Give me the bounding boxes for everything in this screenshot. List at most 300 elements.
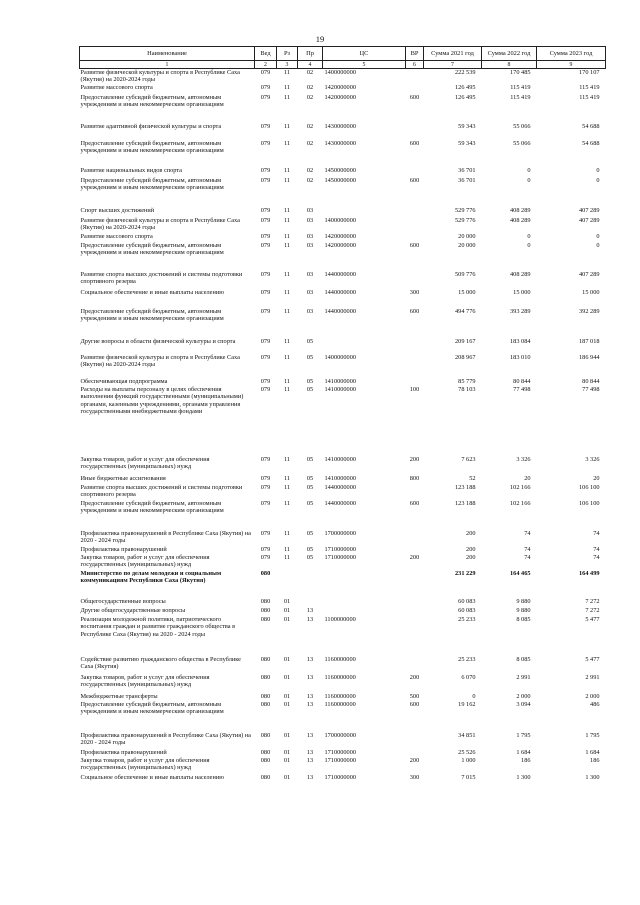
row-rz: 01 (283, 756, 291, 764)
row-ved: 079 (260, 241, 271, 249)
row-sum-2023: 5 477 (585, 615, 600, 623)
row-cs: 1400000000 (324, 216, 356, 224)
row-name: Развитие национальных видов спорта (80, 166, 182, 174)
row-vr (406, 167, 424, 177)
table-row (80, 732, 606, 749)
row-sum-2022: 77 498 (513, 385, 531, 393)
row-sum-2023: 80 844 (582, 377, 600, 385)
row-cs: 1160000000 (324, 673, 356, 681)
row-name: Профилактика правонарушений в Республике Саха (Якутия) на 2020 - 2024 годы (80, 731, 251, 747)
row-sum-2021: 7 623 (461, 455, 476, 463)
row-sum-2022: 8 085 (516, 655, 531, 663)
row-ved: 080 (260, 773, 271, 781)
table-row (80, 701, 606, 732)
row-sum-2022: 80 844 (513, 377, 531, 385)
row-sum-2021: 208 967 (455, 353, 476, 361)
row-name: Предоставление субсидий бюджетным, автономным учреждениям и иным некоммерческим организациям (80, 176, 224, 192)
row-sum-2022: 55 066 (513, 139, 531, 147)
row-sum-2021: 209 167 (455, 337, 476, 345)
header-sum-2022: Сумма 2022 год (482, 47, 537, 61)
row-sum-2021: 85 779 (458, 377, 476, 385)
row-name: Закупка товаров, работ и услуг для обеспечения государственных (муниципальных) нужд (80, 455, 210, 471)
row-cs: 1160000000 (324, 655, 356, 663)
row-vr (406, 484, 424, 500)
row-sum-2023: 74 (593, 545, 600, 553)
row-name: Развитие спорта высших достижений и системы подготовки спортивного резерва (80, 270, 243, 286)
header-cs: ЦС (323, 47, 406, 61)
table-row (80, 757, 606, 774)
row-sum-2021: 60 083 (458, 597, 476, 605)
row-sum-2023: 7 272 (585, 597, 600, 605)
row-sum-2023: 3 326 (585, 455, 600, 463)
row-vr: 100 (409, 385, 420, 393)
row-ved: 080 (260, 615, 271, 623)
row-vr: 600 (409, 139, 420, 147)
row-ved: 080 (260, 606, 271, 614)
row-ved: 079 (260, 166, 271, 174)
row-rz: 11 (283, 206, 291, 214)
row-sum-2023: 1 300 (585, 773, 600, 781)
row-vr: 600 (409, 241, 420, 249)
row-sum-2022: 9 880 (516, 597, 531, 605)
row-rz: 11 (283, 307, 291, 315)
row-sum-2023: 486 (590, 700, 600, 708)
row-rz: 11 (283, 483, 291, 491)
row-sum-2022: 3 326 (516, 455, 531, 463)
table-row (80, 475, 606, 484)
row-ved: 079 (260, 69, 271, 76)
row-cs: 1420000000 (324, 232, 356, 240)
row-pr: 05 (306, 377, 314, 385)
table-row (80, 233, 606, 242)
row-ved: 079 (260, 288, 271, 296)
row-sum-2022: 102 166 (510, 499, 531, 507)
row-pr: 05 (306, 337, 314, 345)
row-sum-2022: 1 300 (516, 773, 531, 781)
row-cs: 1420000000 (324, 83, 356, 91)
row-ved: 079 (260, 483, 271, 491)
row-sum-2021: 60 083 (458, 606, 476, 614)
row-name: Другие общегосударственные вопросы (80, 606, 186, 614)
column-number: 1 (80, 61, 255, 69)
row-name: Развитие физической культуры и спорта в Республике Саха (Якутия) на 2020-2024 годы (80, 216, 240, 232)
row-cs: 1700000000 (324, 529, 356, 537)
row-cs (323, 207, 406, 217)
row-name: Развитие физической культуры и спорта в Республике Саха (Якутия) на 2020-2024 годы (80, 353, 240, 369)
row-sum-2021: 6 070 (461, 673, 476, 681)
row-sum-2021: 509 776 (455, 270, 476, 278)
row-rz: 11 (283, 122, 291, 130)
row-ved: 080 (260, 655, 271, 663)
row-sum-2021: 529 776 (455, 216, 476, 224)
row-pr: 05 (306, 553, 314, 561)
table-row (80, 546, 606, 554)
row-name: Закупка товаров, работ и услуг для обеспечения государственных (муниципальных) нужд (80, 553, 210, 569)
row-pr: 13 (306, 606, 314, 614)
row-pr: 03 (306, 270, 314, 278)
row-cs: 1440000000 (324, 483, 356, 491)
row-pr: 13 (306, 700, 314, 708)
row-ved: 080 (260, 756, 271, 764)
row-sum-2023: 74 (593, 529, 600, 537)
row-ved: 079 (260, 455, 271, 463)
row-rz: 11 (283, 474, 291, 482)
row-sum-2023: 74 (593, 553, 600, 561)
table-row (80, 242, 606, 271)
row-name: Межбюджетные трансферты (80, 692, 158, 700)
table-row (80, 378, 606, 386)
row-cs: 1710000000 (324, 545, 356, 553)
row-rz: 11 (283, 176, 291, 184)
row-pr: 02 (306, 93, 314, 101)
row-cs: 1440000000 (324, 499, 356, 507)
row-ved: 079 (260, 553, 271, 561)
row-sum-2023: 186 944 (579, 353, 600, 361)
row-rz: 11 (283, 241, 291, 249)
row-rz: 01 (283, 748, 291, 756)
row-sum-2021: 200 (466, 553, 476, 561)
row-sum-2021: 36 701 (458, 166, 476, 174)
row-cs (323, 570, 406, 598)
row-sum-2022: 1 795 (516, 731, 531, 739)
row-ved: 079 (260, 176, 271, 184)
row-name: Развитие массового спорта (80, 232, 153, 240)
row-sum-2022: 0 (527, 166, 531, 174)
row-rz: 01 (283, 773, 291, 781)
row-ved: 079 (260, 529, 271, 537)
row-sum-2022: 74 (524, 529, 531, 537)
row-sum-2022: 408 289 (510, 270, 531, 278)
row-name: Предоставление субсидий бюджетным, автономным учреждениям и иным некоммерческим организациям (80, 700, 224, 716)
row-sum-2023: 5 477 (585, 655, 600, 663)
row-pr: 03 (306, 216, 314, 224)
row-name: Профилактика правонарушений (80, 545, 167, 553)
row-ved: 079 (260, 337, 271, 345)
row-sum-2021: 20 000 (458, 232, 476, 240)
row-pr: 13 (306, 748, 314, 756)
row-sum-2023: 392 289 (579, 307, 600, 315)
row-sum-2023: 0 (596, 241, 600, 249)
row-sum-2023: 2 000 (585, 692, 600, 700)
table-row (80, 123, 606, 140)
row-sum-2023: 15 000 (582, 288, 600, 296)
row-sum-2021: 494 776 (455, 307, 476, 315)
row-cs: 1440000000 (324, 288, 356, 296)
row-ved: 079 (260, 216, 271, 224)
row-ved: 080 (260, 731, 271, 739)
column-number: 7 (424, 61, 482, 69)
row-vr: 300 (409, 773, 420, 781)
row-pr: 02 (306, 122, 314, 130)
table-row (80, 69, 606, 84)
row-name: Развитие спорта высших достижений и системы подготовки спортивного резерва (80, 483, 243, 499)
table-row (80, 749, 606, 757)
table-row (80, 386, 606, 456)
row-name: Профилактика правонарушений в Республике Саха (Якутия) на 2020 - 2024 годы (80, 529, 251, 545)
table-row (80, 271, 606, 289)
row-cs: 1400000000 (324, 69, 356, 76)
row-name: Предоставление субсидий бюджетным, автономным учреждениям и иным некоммерческим организациям (80, 499, 224, 515)
row-cs (323, 607, 406, 616)
row-rz: 11 (283, 83, 291, 91)
header-name: Наименование (80, 47, 255, 61)
row-sum-2023: 106 100 (579, 483, 600, 491)
row-vr: 200 (409, 756, 420, 764)
row-sum-2022: 115 419 (510, 93, 531, 101)
row-rz: 11 (283, 499, 291, 507)
row-pr: 05 (306, 545, 314, 553)
row-vr: 600 (409, 499, 420, 507)
row-vr (406, 732, 424, 749)
row-name: Обеспечивающая подпрограмма (80, 377, 168, 385)
row-cs: 1450000000 (324, 176, 356, 184)
row-rz: 11 (283, 232, 291, 240)
row-sum-2021: 126 495 (455, 93, 476, 101)
row-sum-2022: 393 289 (510, 307, 531, 315)
row-sum-2021: 59 343 (458, 139, 476, 147)
row-vr (406, 84, 424, 94)
row-vr: 800 (409, 474, 420, 482)
row-rz: 11 (283, 337, 291, 345)
table-row (80, 140, 606, 167)
row-sum-2023: 407 289 (579, 270, 600, 278)
row-name: Развитие адаптивной физической культуры и спорта (80, 122, 222, 130)
row-rz: 01 (283, 692, 291, 700)
row-vr (406, 546, 424, 554)
row-cs: 1710000000 (324, 756, 356, 764)
table-row (80, 289, 606, 308)
row-vr: 500 (409, 692, 420, 700)
row-sum-2022: 2 000 (516, 692, 531, 700)
table-row (80, 217, 606, 233)
row-sum-2021: 15 000 (458, 288, 476, 296)
row-name: Предоставление субсидий бюджетным, автономным учреждениям и иным некоммерческим организациям (80, 241, 224, 257)
row-cs: 1710000000 (324, 748, 356, 756)
row-cs: 1160000000 (324, 692, 356, 700)
row-rz: 11 (283, 288, 291, 296)
row-cs: 1710000000 (324, 553, 356, 561)
row-vr: 300 (409, 288, 420, 296)
row-vr: 600 (409, 307, 420, 315)
row-pr: 13 (306, 756, 314, 764)
row-name: Закупка товаров, работ и услуг для обеспечения государственных (муниципальных) нужд (80, 673, 210, 689)
table-row (80, 530, 606, 546)
row-vr (406, 607, 424, 616)
header-rz: Рз (277, 47, 298, 61)
row-sum-2022: 9 880 (516, 606, 531, 614)
row-sum-2022: 0 (527, 176, 531, 184)
row-ved: 080 (260, 748, 271, 756)
row-cs: 1710000000 (324, 773, 356, 781)
row-rz: 11 (283, 553, 291, 561)
row-name: Развитие физической культуры и спорта в Республике Саха (Якутия) на 2020-2024 годы (80, 69, 240, 84)
row-vr (406, 207, 424, 217)
table-row (80, 598, 606, 607)
row-ved: 080 (260, 597, 271, 605)
table-row (80, 616, 606, 656)
table-row (80, 484, 606, 500)
table-row (80, 308, 606, 338)
row-sum-2021: 36 701 (458, 176, 476, 184)
row-pr: 05 (306, 455, 314, 463)
row-cs: 1410000000 (324, 377, 356, 385)
table-row (80, 570, 606, 598)
row-pr: 03 (306, 241, 314, 249)
row-name: Другие вопросы в области физической культуры и спорта (80, 337, 236, 345)
row-sum-2021: 200 (466, 529, 476, 537)
budget-table (79, 46, 606, 783)
row-sum-2023: 1 684 (585, 748, 600, 756)
row-vr (406, 233, 424, 242)
row-sum-2021: 25 233 (458, 655, 476, 663)
row-rz: 11 (283, 545, 291, 553)
row-rz: 11 (283, 93, 291, 101)
column-number: 9 (537, 61, 606, 69)
row-vr (406, 271, 424, 289)
row-sum-2022: 408 289 (510, 206, 531, 214)
row-name: Социальное обеспечение и иные выплаты населению (80, 773, 224, 781)
row-rz: 01 (283, 673, 291, 681)
row-vr: 200 (409, 455, 420, 463)
row-sum-2021: 222 539 (455, 69, 476, 76)
row-pr: 05 (306, 499, 314, 507)
row-pr: 03 (306, 307, 314, 315)
row-pr: 13 (306, 673, 314, 681)
row-sum-2021: 25 233 (458, 615, 476, 623)
row-sum-2023: 7 272 (585, 606, 600, 614)
row-ved: 079 (260, 122, 271, 130)
row-cs: 1410000000 (324, 385, 356, 393)
row-ved: 079 (260, 270, 271, 278)
row-ved: 079 (260, 353, 271, 361)
row-cs: 1420000000 (324, 241, 356, 249)
row-vr (406, 338, 424, 354)
row-sum-2021: 7 015 (461, 773, 476, 781)
table-row (80, 656, 606, 674)
header-ved: Вед (255, 47, 277, 61)
row-rz: 11 (283, 353, 291, 361)
row-ved: 080 (260, 692, 271, 700)
column-number: 3 (277, 61, 298, 69)
table-row (80, 84, 606, 94)
row-cs: 1410000000 (324, 474, 356, 482)
row-sum-2021: 78 103 (458, 385, 476, 393)
row-sum-2023: 407 289 (579, 206, 600, 214)
row-cs: 1430000000 (324, 122, 356, 130)
row-cs: 1700000000 (324, 731, 356, 739)
row-pr: 13 (306, 731, 314, 739)
row-ved: 080 (260, 673, 271, 681)
table-row (80, 500, 606, 530)
row-name: Министерство по делам молодежи и социальным коммуникациям Республики Саха (Якутия) (80, 569, 222, 585)
column-number-row (80, 61, 606, 69)
row-pr: 02 (306, 69, 314, 76)
row-ved: 079 (260, 499, 271, 507)
row-ved: 079 (260, 206, 271, 214)
row-vr: 200 (409, 553, 420, 561)
row-sum-2021: 59 343 (458, 122, 476, 130)
row-rz: 11 (283, 377, 291, 385)
row-pr: 03 (306, 206, 314, 214)
row-sum-2023: 407 289 (579, 216, 600, 224)
column-number: 2 (255, 61, 277, 69)
row-cs (323, 598, 406, 607)
row-name: Закупка товаров, работ и услуг для обеспечения государственных (муниципальных) нужд (80, 756, 210, 772)
row-cs: 1100000000 (324, 615, 356, 623)
table-row (80, 456, 606, 475)
row-sum-2023: 170 107 (579, 69, 600, 76)
row-rz (277, 570, 298, 598)
row-cs (323, 338, 406, 354)
row-pr: 13 (306, 615, 314, 623)
header-sum-2021: Сумма 2021 год (424, 47, 482, 61)
row-vr (406, 69, 424, 84)
row-ved: 079 (260, 545, 271, 553)
table-row (80, 338, 606, 354)
row-name: Иные бюджетные ассигнования (80, 474, 166, 482)
row-sum-2022: 20 (524, 474, 531, 482)
row-vr (406, 656, 424, 674)
row-sum-2022: 0 (527, 232, 531, 240)
row-pr: 13 (306, 655, 314, 663)
row-cs: 1430000000 (324, 139, 356, 147)
row-vr: 200 (409, 673, 420, 681)
row-sum-2023: 54 688 (582, 139, 600, 147)
header-pr: Пр (298, 47, 323, 61)
row-name: Социальное обеспечение и иные выплаты населению (80, 288, 224, 296)
row-sum-2023: 1 795 (585, 731, 600, 739)
row-sum-2021: 123 188 (455, 499, 476, 507)
row-name: Предоставление субсидий бюджетным, автономным учреждениям и иным некоммерческим организациям (80, 139, 224, 155)
row-rz: 11 (283, 216, 291, 224)
row-ved: 079 (260, 474, 271, 482)
table-row (80, 693, 606, 701)
row-sum-2021: 126 495 (455, 83, 476, 91)
row-cs: 1450000000 (324, 166, 356, 174)
row-rz: 01 (283, 731, 291, 739)
row-vr (406, 570, 424, 598)
row-ved: 080 (260, 700, 271, 708)
row-sum-2022: 8 085 (516, 615, 531, 623)
row-ved: 079 (260, 93, 271, 101)
row-pr: 02 (306, 83, 314, 91)
row-rz: 11 (283, 69, 291, 76)
row-sum-2023: 187 018 (579, 337, 600, 345)
page-number: 19 (315, 34, 325, 44)
row-sum-2022: 1 684 (516, 748, 531, 756)
row-name: Расходы на выплаты персоналу в целях обеспечения выполнения функций государственными (муниципальными) органами, казенными учреждениями, органами управления государственными внебюджетными фондами (80, 385, 244, 416)
row-sum-2023: 54 688 (582, 122, 600, 130)
column-number: 6 (406, 61, 424, 69)
table-row (80, 94, 606, 123)
row-name: Предоставление субсидий бюджетным, автономным учреждениям и иным некоммерческим организациям (80, 307, 224, 323)
row-rz: 11 (283, 529, 291, 537)
row-sum-2021: 0 (472, 692, 476, 700)
row-sum-2022: 0 (527, 241, 531, 249)
row-sum-2023: 0 (596, 176, 600, 184)
table-row (80, 177, 606, 207)
row-pr: 13 (306, 773, 314, 781)
row-rz: 01 (283, 615, 291, 623)
row-sum-2023: 20 (593, 474, 600, 482)
row-rz: 01 (283, 606, 291, 614)
row-name: Предоставление субсидий бюджетным, автономным учреждениям и иным некоммерческим организациям (80, 93, 224, 109)
table-body (80, 69, 606, 783)
row-sum-2022: 183 010 (510, 353, 531, 361)
row-sum-2023: 0 (596, 166, 600, 174)
row-rz: 11 (283, 270, 291, 278)
row-vr: 600 (409, 93, 420, 101)
